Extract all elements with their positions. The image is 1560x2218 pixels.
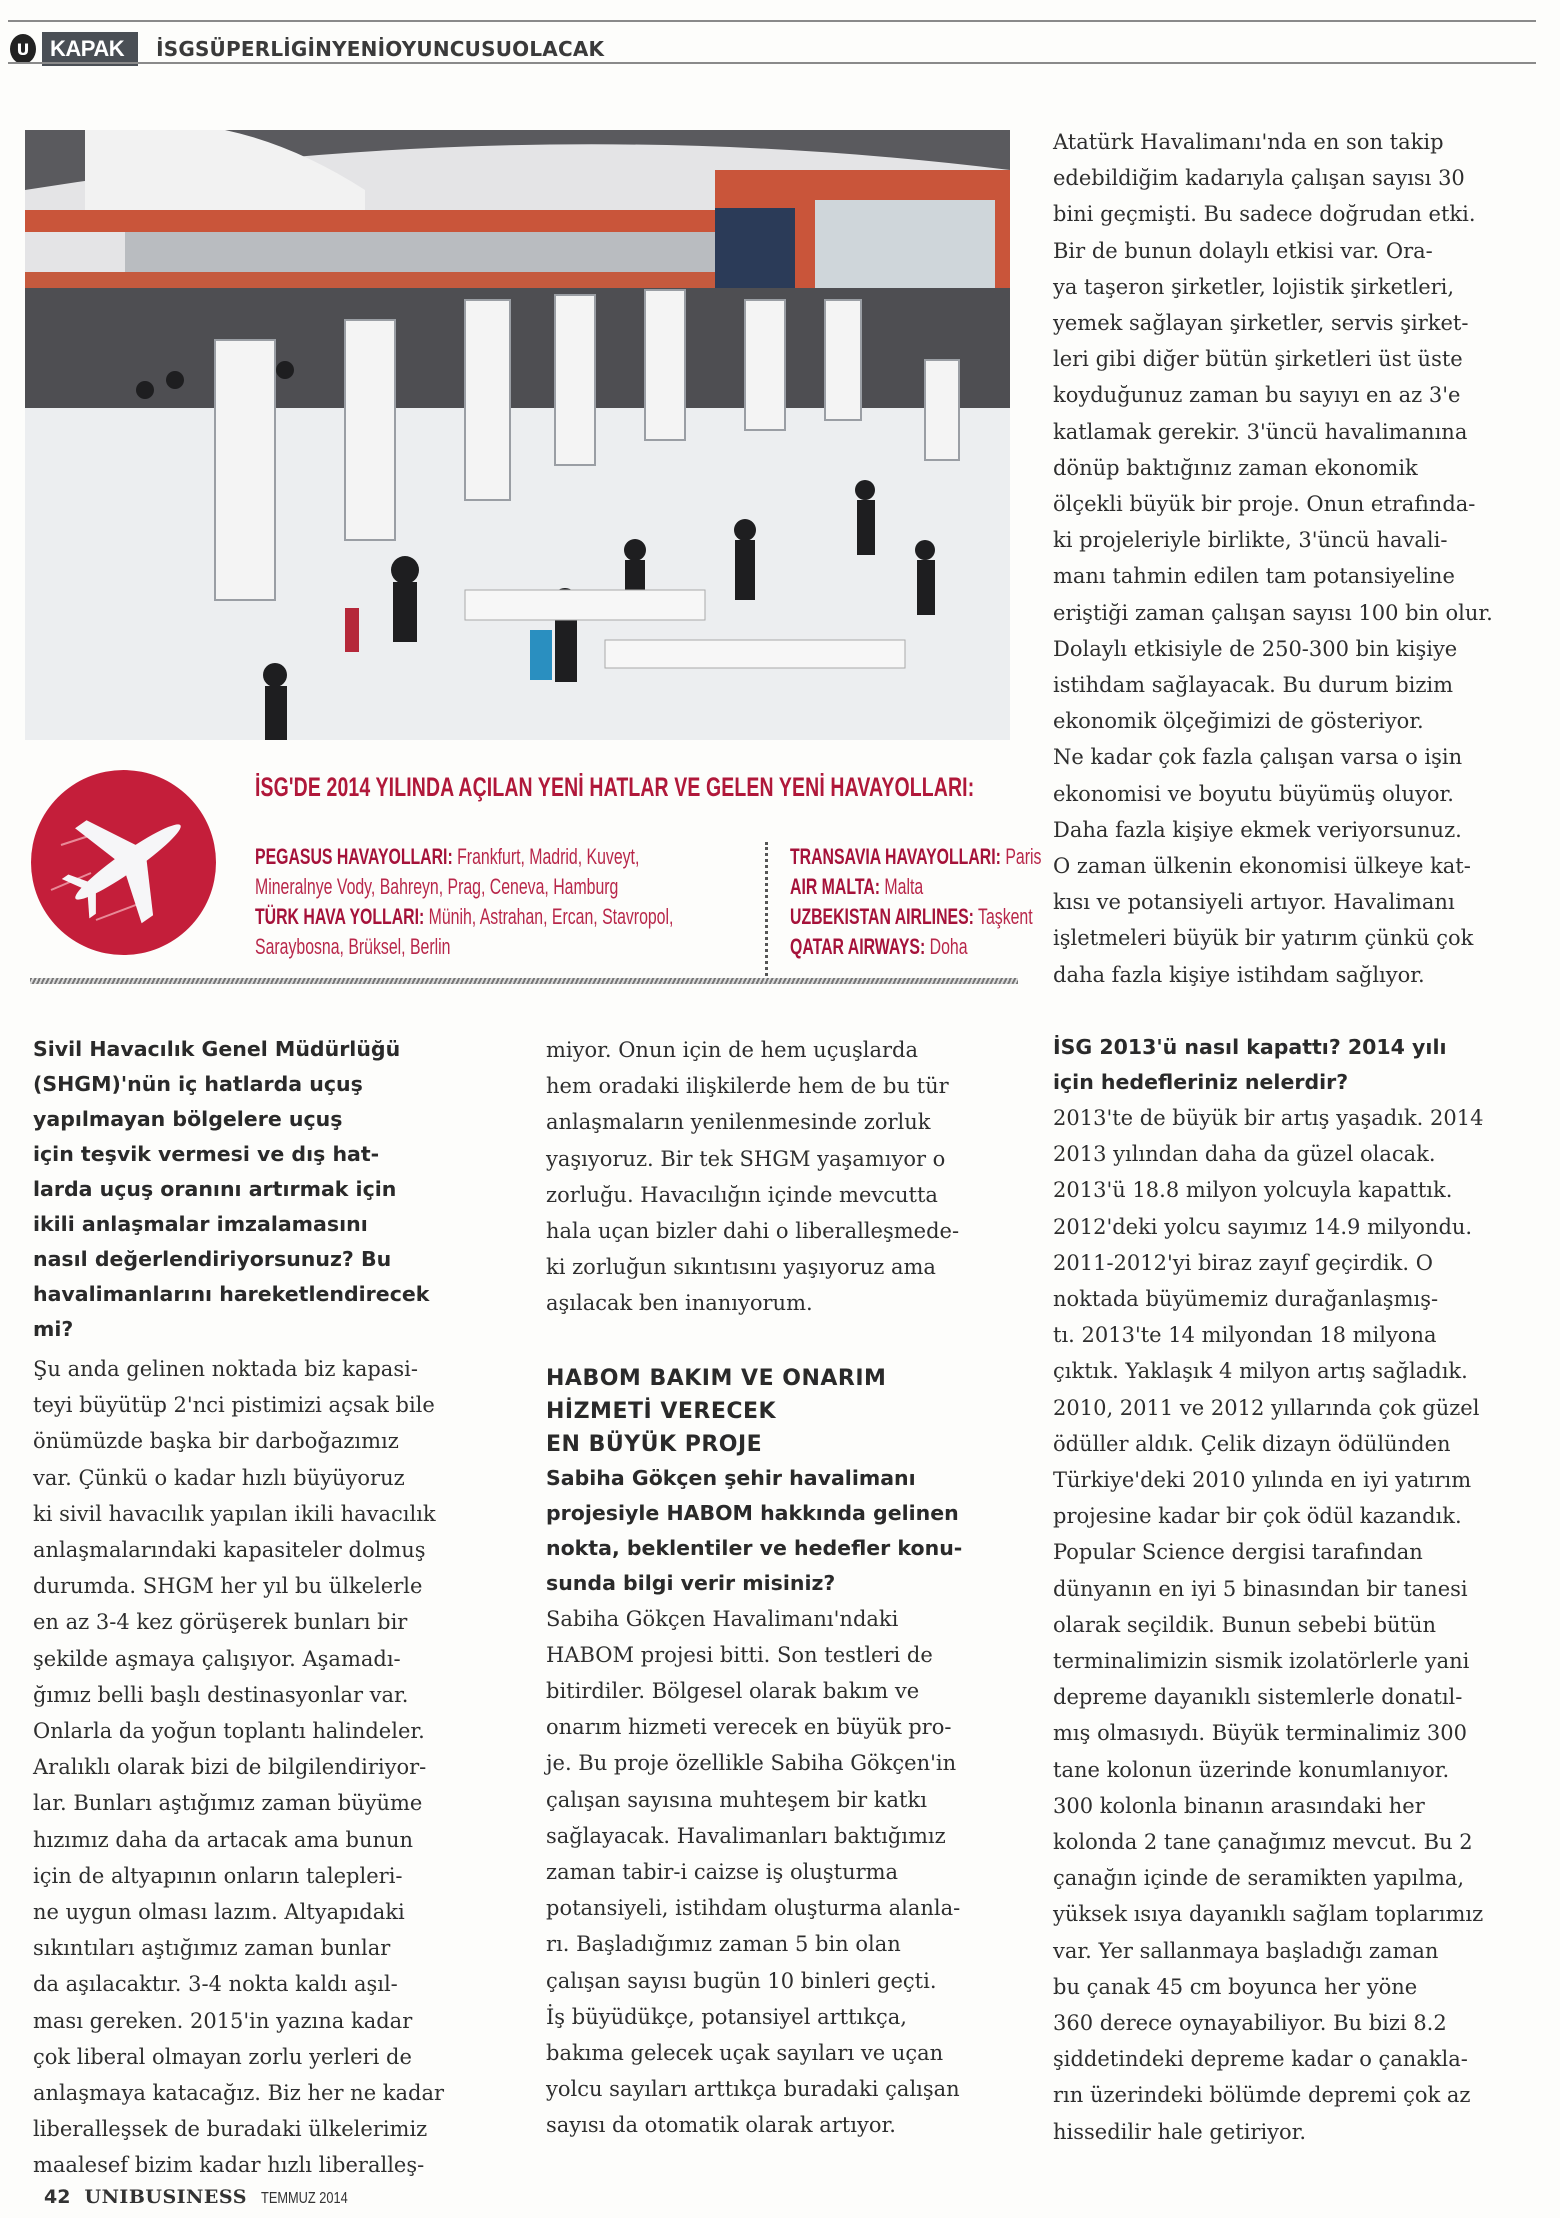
text-line: yolcu sayıları arttıkça buradaki çalışan: [546, 2077, 960, 2102]
text-line: daha fazla kişiye istihdam sağlıyor.: [1053, 962, 1425, 987]
text-line: kısı ve potansiyeli artıyor. Havalimanı: [1053, 890, 1455, 915]
text-line: terminalimizin sismik izolatörlerle yani: [1053, 1649, 1470, 1674]
text-line: tane kolonun üzerinde konumlanıyor.: [1053, 1757, 1450, 1782]
text-line: bini geçmişti. Bu sadece doğrudan etki.: [1053, 202, 1476, 227]
infobox-right-column: [790, 842, 1041, 962]
article-kicker: İSGSÜPERLİGİNYENİOYUNCUSUOLACAK: [156, 37, 605, 61]
infobox-title: İSG'DE 2014 YILINDA AÇILAN YENİ HATLAR VE GELEN YENİ HAVAYOLLARI:: [255, 772, 975, 802]
magazine-logo-icon: U: [10, 34, 36, 64]
text-line: projesine kadar bir çok ödül kazandık.: [1053, 1504, 1462, 1529]
question-line: ikili anlaşmalar imzalamasını: [33, 1212, 368, 1236]
text-line: çıktık. Yaklaşık 4 milyon artış sağladık.: [1053, 1359, 1468, 1384]
question-line: nasıl değerlendiriyorsunuz? Bu: [33, 1247, 392, 1271]
text-line: edebildiğim kadarıyla çalışan sayısı 30: [1053, 166, 1465, 191]
text-line: ki zorluğun sıkıntısını yaşıyoruz ama: [546, 1255, 936, 1280]
text-line: ya taşeron şirketler, lojistik şirketleri,: [1053, 274, 1455, 299]
text-line: 300 kolonla binanın arasındaki her: [1053, 1793, 1425, 1818]
text-line: lar. Bunları aştığımız zaman büyüme: [33, 1791, 423, 1816]
text-line: bakıma gelecek uçak sayıları ve uçan: [546, 2041, 944, 2066]
text-line: olarak seçildik. Bunun sebebi bütün: [1053, 1612, 1437, 1637]
right-bottom-text-column: [1053, 1030, 1553, 2150]
text-line: onarım hizmeti verecek en büyük pro-: [546, 1715, 952, 1740]
text-line: teyi büyütüp 2'nci pistimizi açsak bile: [33, 1393, 435, 1418]
text-line: sayısı da otomatik olarak artıyor.: [546, 2113, 896, 2138]
text-line: rın üzerindeki bölümde depremi çok az: [1053, 2083, 1471, 2108]
text-line: hala uçan bizler dahi o liberalleşmede-: [546, 1219, 960, 1244]
interview-question: [546, 1461, 1026, 1601]
text-line: 2013 yılından daha da güzel olacak.: [1053, 1142, 1436, 1167]
interview-answer: [546, 1601, 1026, 2144]
question-line: yapılmayan bölgelere uçuş: [33, 1107, 343, 1131]
text-line: ne uygun olması lazım. Altyapıdaki: [33, 1900, 405, 1925]
middle-text-column: [546, 1032, 1026, 2144]
text-line: 2012'deki yolcu sayımız 14.9 milyondu.: [1053, 1214, 1473, 1239]
route-line: TÜRK HAVA YOLLARI: Münih, Astrahan, Ercan, Stavropol,: [255, 904, 674, 929]
text-line: çalışan sayısı bugün 10 binleri geçti.: [546, 1968, 937, 1993]
text-line: yemek sağlayan şirketler, servis şirket-: [1053, 311, 1469, 336]
interview-answer: [1053, 1100, 1553, 2150]
text-line: dönüp baktığınız zaman ekonomik: [1053, 455, 1418, 480]
airport-photo: [25, 130, 1010, 740]
infobox-left-column: [255, 842, 673, 962]
text-line: manı tahmin edilen tam potansiyeline: [1053, 564, 1455, 589]
text-line: koyduğunuz zaman bu sayıyı en az 3'e: [1053, 383, 1461, 408]
text-line: ki sivil havacılık yapılan ikili havacılık: [33, 1501, 436, 1526]
text-line: çanağın içinde de seramikten yapılma,: [1053, 1866, 1465, 1891]
text-line: hem oradaki ilişkilerde hem de bu tür: [546, 1074, 949, 1099]
new-routes-infobox: [25, 760, 1042, 980]
text-line: en az 3-4 kez görüşerek bunları bir: [33, 1610, 408, 1635]
text-line: ekonomik ölçeğimizi de gösteriyor.: [1053, 709, 1424, 734]
question-line: sunda bilgi verir misiniz?: [546, 1570, 836, 1595]
route-line: QATAR AIRWAYS: Doha: [790, 934, 968, 959]
magazine-name: UNIBUSINESS: [84, 2186, 247, 2208]
text-line: Dolaylı etkisiyle de 250-300 bin kişiye: [1053, 636, 1458, 661]
text-line: için de altyapının onların talepleri-: [33, 1863, 403, 1888]
text-line: depreme dayanıklı sistemlerle donatıl-: [1053, 1685, 1463, 1710]
text-line: hızımız daha da artacak ama bunun: [33, 1827, 414, 1852]
text-line: zorluğu. Havacılığın içinde mevcutta: [546, 1182, 938, 1207]
text-line: noktada büyümemiz durağanlaşmış-: [1053, 1287, 1439, 1312]
question-line: Sabiha Gökçen şehir havalimanı: [546, 1465, 916, 1490]
interview-question: [1053, 1030, 1553, 1100]
text-line: Sabiha Gökçen Havalimanı'ndaki: [546, 1606, 899, 1631]
text-line: eriştiği zaman çalışan sayısı 100 bin olur.: [1053, 600, 1493, 625]
text-line: yaşıyoruz. Bir tek SHGM yaşamıyor o: [546, 1146, 946, 1171]
text-line: ğımız belli başlı destinasyonlar var.: [33, 1682, 409, 1707]
text-line: İş büyüdükçe, potansiyel arttıkça,: [546, 2004, 907, 2029]
text-line: şiddetindeki depreme kadar o çanakla-: [1053, 2047, 1468, 2072]
header-top-rule: [8, 20, 1536, 22]
route-line: TRANSAVIA HAVAYOLLARI: Paris: [790, 844, 1042, 869]
question-line: için teşvik vermesi ve dış hat-: [33, 1142, 380, 1166]
text-line: mış olmasıydı. Büyük terminalimiz 300: [1053, 1721, 1467, 1746]
text-line: durumda. SHGM her yıl bu ülkelerle: [33, 1574, 423, 1599]
text-line: 2013'ü 18.8 milyon yolcuyla kapattık.: [1053, 1178, 1453, 1203]
text-line: tı. 2013'te 14 milyondan 18 milyona: [1053, 1323, 1437, 1348]
question-line: larda uçuş oranını artırmak için: [33, 1177, 397, 1201]
text-line: istihdam sağlayacak. Bu durum bizim: [1053, 673, 1454, 698]
text-line: 360 derece oynayabiliyor. Bu bizi 8.2: [1053, 2011, 1447, 2036]
text-line: 2011-2012'yi biraz zayıf geçirdik. O: [1053, 1250, 1433, 1275]
page-header: [10, 32, 604, 66]
text-line: sağlayacak. Havalimanları baktığımız: [546, 1823, 946, 1848]
page-number: 42: [44, 2186, 71, 2208]
text-line: leri gibi diğer bütün şirketleri üst üste: [1053, 347, 1463, 372]
text-line: anlaşmaların yenilenmesinde zorluk: [546, 1110, 931, 1135]
text-line: işletmeleri büyük bir yatırım çünkü çok: [1053, 926, 1474, 951]
text-line: çalışan sayısına muhteşem bir katkı: [546, 1787, 927, 1812]
text-line: maalesef bizim kadar hızlı liberalleş-: [33, 2153, 425, 2178]
route-line: UZBEKISTAN AIRLINES: Taşkent: [790, 904, 1033, 929]
text-line: hissedilir hale getiriyor.: [1053, 2119, 1307, 2144]
text-line: Şu anda gelinen noktada biz kapasi-: [33, 1357, 418, 1381]
text-line: Aralıklı olarak bizi de bilgilendiriyor-: [33, 1755, 427, 1780]
header-bottom-rule: [8, 62, 1536, 64]
left-text-column: [33, 1032, 513, 2184]
text-line: şekilde aşmaya çalışıyor. Aşamadı-: [33, 1646, 401, 1671]
route-line: Mineralnye Vody, Bahreyn, Prag, Ceneva, Hamburg: [255, 874, 619, 899]
text-line: yüksek ısıya dayanıklı sağlam toplarımız: [1053, 1902, 1484, 1927]
text-line: zaman tabir-i caizse iş oluşturma: [546, 1860, 899, 1885]
text-line: miyor. Onun için de hem uçuşlarda: [546, 1038, 918, 1062]
text-line: çok liberal olmayan zorlu yerleri de: [33, 2044, 412, 2069]
text-line: bitirdiler. Bölgesel olarak bakım ve: [546, 1679, 920, 1704]
text-line: anlaşmalarındaki kapasiteler dolmuş: [33, 1538, 426, 1563]
text-line: Atatürk Havalimanı'nda en son takip: [1053, 130, 1444, 154]
question-line: için hedefleriniz nelerdir?: [1053, 1070, 1349, 1094]
text-line: O zaman ülkenin ekonomisi ülkeye kat-: [1053, 854, 1471, 879]
text-line: sıkıntıları aştığımız zaman bunlar: [33, 1936, 391, 1961]
question-line: havalimanlarını hareketlendirecek: [33, 1282, 430, 1306]
section-subheading: [546, 1362, 1026, 1461]
text-line: liberalleşsek de buradaki ülkelerimiz: [33, 2117, 428, 2142]
text-line: önümüzde başka bir darboğazımız: [33, 1429, 399, 1454]
text-line: je. Bu proje özellikle Sabiha Gökçen'in: [546, 1751, 957, 1776]
text-line: ödüller aldık. Çelik dizayn ödülünden: [1053, 1431, 1451, 1456]
text-line: 2013'te de büyük bir artış yaşadık. 2014: [1053, 1106, 1484, 1130]
text-line: HABOM projesi bitti. Son testleri de: [546, 1642, 933, 1667]
question-line: projesiyle HABOM hakkında gelinen: [546, 1500, 959, 1525]
text-line: 2010, 2011 ve 2012 yıllarında çok güzel: [1053, 1395, 1480, 1420]
issue-date: TEMMUZ 2014: [260, 2190, 348, 2207]
text-line: Türkiye'deki 2010 yılında en iyi yatırım: [1053, 1468, 1472, 1493]
airplane-badge: [31, 770, 216, 955]
text-line: ölçekli büyük bir proje. Onun etrafında-: [1053, 492, 1476, 517]
interview-answer: [33, 1351, 513, 2184]
question-line: mi?: [33, 1317, 74, 1341]
question-line: (SHGM)'nün iç hatlarda uçuş: [33, 1072, 363, 1096]
text-line: rı. Başladığımız zaman 5 bin olan: [546, 1932, 901, 1957]
text-line: dünyanın en iyi 5 binasından bir tanesi: [1053, 1576, 1468, 1601]
text-line: ması gereken. 2015'in yazına kadar: [33, 2008, 413, 2033]
question-line: nokta, beklentiler ve hedefler konu-: [546, 1535, 963, 1560]
subheading-line: HABOM BAKIM VE ONARIM: [546, 1365, 887, 1391]
route-line: Saraybosna, Brüksel, Berlin: [255, 934, 451, 959]
hatched-divider: [30, 978, 1018, 984]
text-line: Bir de bunun dolaylı etkisi var. Ora-: [1053, 238, 1433, 263]
question-line: Sivil Havacılık Genel Müdürlüğü: [33, 1037, 401, 1061]
text-line: Daha fazla kişiye ekmek veriyorsunuz.: [1053, 817, 1462, 842]
infobox-dotted-divider: [765, 842, 768, 982]
airport-hall-image: [25, 130, 1010, 740]
answer-continuation: [546, 1032, 1026, 1322]
section-label: KAPAK: [42, 32, 138, 66]
text-line: Ne kadar çok fazla çalışan varsa o işin: [1053, 745, 1463, 770]
text-line: Popular Science dergisi tarafından: [1053, 1540, 1423, 1565]
text-line: da aşılacaktır. 3-4 nokta kaldı aşıl-: [33, 1972, 398, 1997]
question-line: İSG 2013'ü nasıl kapattı? 2014 yılı: [1053, 1035, 1447, 1059]
airplane-icon: [31, 770, 216, 955]
route-line: PEGASUS HAVAYOLLARI: Frankfurt, Madrid, Kuveyt,: [255, 844, 640, 869]
text-line: potansiyeli, istihdam oluşturma alanla-: [546, 1896, 961, 1921]
text-line: kolonda 2 tane çanağımız mevcut. Bu 2: [1053, 1830, 1473, 1855]
text-line: Onlarla da yoğun toplantı halindeler.: [33, 1719, 425, 1744]
route-line: AIR MALTA: Malta: [790, 874, 924, 899]
text-line: aşılacak ben inanıyorum.: [546, 1291, 813, 1316]
text-line: var. Çünkü o kadar hızlı büyüyoruz: [33, 1465, 405, 1490]
right-top-text-column: [1053, 124, 1553, 993]
subheading-line: HİZMETİ VERECEK: [546, 1398, 777, 1424]
text-line: var. Yer sallanmaya başladığı zaman: [1053, 1938, 1439, 1963]
text-line: anlaşmaya katacağız. Biz her ne kadar: [33, 2081, 445, 2106]
text-line: katlamak gerekir. 3'üncü havalimanına: [1053, 419, 1468, 444]
text-line: ekonomisi ve boyutu büyümüş oluyor.: [1053, 781, 1454, 806]
subheading-line: EN BÜYÜK PROJE: [546, 1431, 763, 1457]
interview-question: [33, 1032, 513, 1347]
text-line: bu çanak 45 cm boyunca her yöne: [1053, 1974, 1418, 1999]
text-line: ki projeleriyle birlikte, 3'üncü havali-: [1053, 528, 1448, 553]
page-footer: [44, 2186, 369, 2208]
